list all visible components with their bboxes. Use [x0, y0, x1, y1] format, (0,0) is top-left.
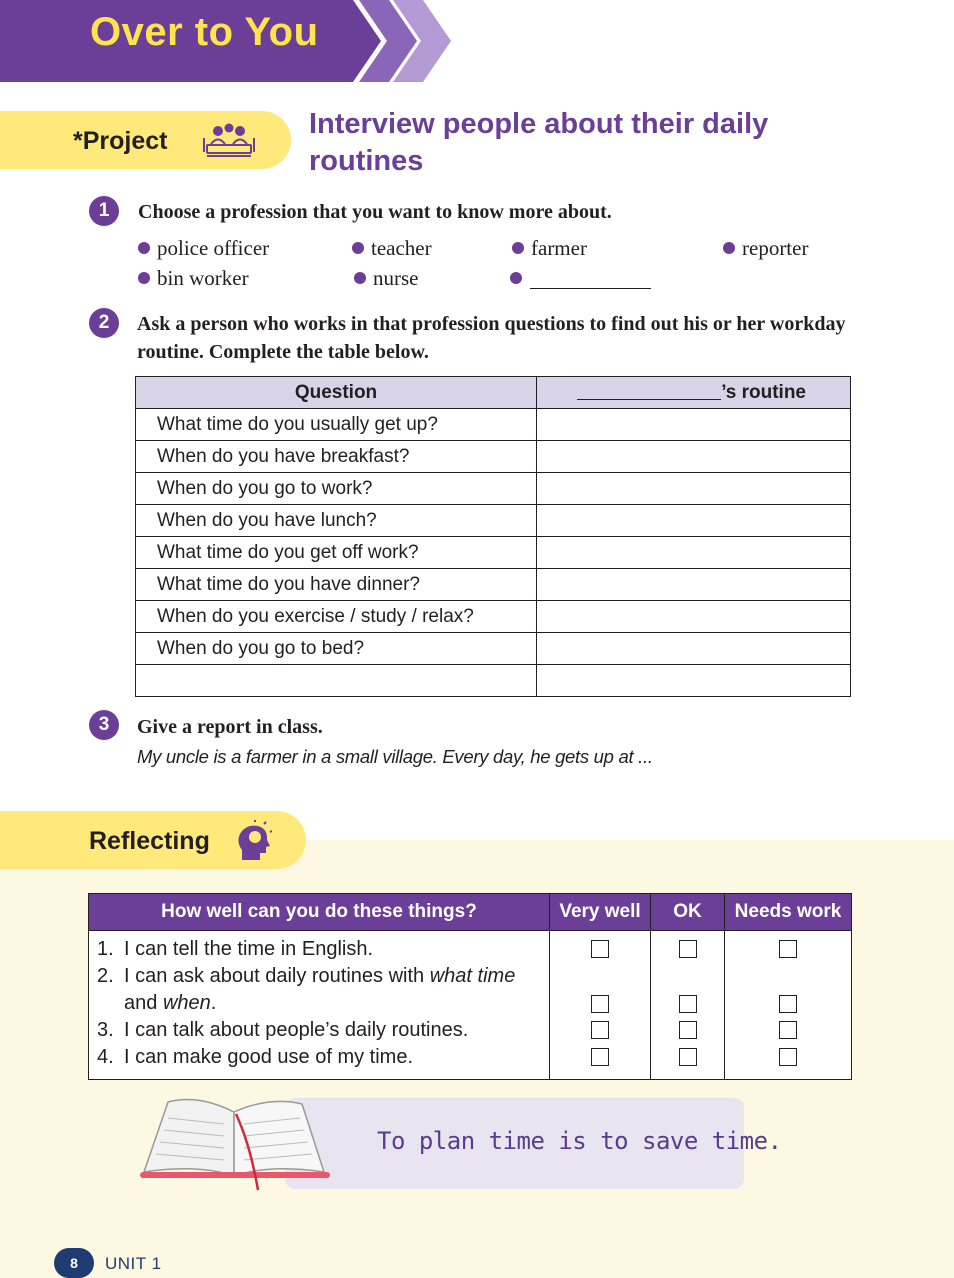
- question-cell: What time do you have dinner?: [136, 569, 537, 601]
- table-row: [136, 505, 851, 537]
- item-number: 3.: [97, 1019, 114, 1041]
- header-ok: OK: [651, 894, 725, 931]
- answer-cell[interactable]: [537, 569, 851, 601]
- column-header-question: Question: [136, 377, 537, 409]
- item-number: 4.: [97, 1046, 114, 1068]
- answer-cell[interactable]: [537, 633, 851, 665]
- needs-work-column: [725, 931, 852, 1080]
- answer-cell[interactable]: [537, 473, 851, 505]
- item-text: [124, 963, 515, 1017]
- item-text: I can tell the time in English.: [124, 938, 374, 960]
- checkbox-needs-work-4[interactable]: [779, 1048, 797, 1066]
- table-row: [136, 665, 851, 697]
- bullet-icon: [512, 242, 524, 254]
- checkbox-needs-work-1[interactable]: [779, 940, 797, 958]
- table-row: [136, 441, 851, 473]
- unit-label: UNIT 1: [105, 1254, 162, 1273]
- bullet-icon: [138, 272, 150, 284]
- item-text: I can talk about people’s daily routines.: [124, 1019, 469, 1041]
- question-cell: When do you have breakfast?: [136, 441, 537, 473]
- checkbox-very-well-4[interactable]: [591, 1048, 609, 1066]
- item-text: I can make good use of my time.: [124, 1046, 414, 1068]
- table-row: [136, 537, 851, 569]
- option-teacher: [352, 236, 432, 261]
- checkbox-ok-3[interactable]: [679, 1021, 697, 1039]
- table-row: [136, 473, 851, 505]
- group-discussion-icon: [203, 122, 255, 160]
- table-row: [136, 601, 851, 633]
- answer-cell[interactable]: [537, 505, 851, 537]
- question-cell[interactable]: [136, 665, 537, 697]
- option-label: nurse: [373, 266, 419, 290]
- section-title: Over to You: [90, 10, 319, 54]
- ok-column: [651, 931, 725, 1080]
- checkbox-very-well-3[interactable]: [591, 1021, 609, 1039]
- step-number-3: 3: [89, 710, 119, 740]
- option-label: reporter: [742, 236, 809, 260]
- bullet-icon: [723, 242, 735, 254]
- motto-text: To plan time is to save time.: [377, 1127, 782, 1155]
- step3-instruction: Give a report in class.: [137, 716, 323, 738]
- item-number: 2.: [97, 965, 114, 987]
- item-text-emphasis: what time: [429, 965, 516, 987]
- header-very-well: Very well: [550, 894, 651, 931]
- option-bin-worker: [138, 266, 249, 291]
- answer-cell[interactable]: [537, 601, 851, 633]
- name-blank-line[interactable]: [577, 399, 721, 400]
- option-blank: [510, 266, 529, 291]
- list-item: [97, 936, 541, 963]
- answer-cell[interactable]: [537, 665, 851, 697]
- option-farmer: [512, 236, 587, 261]
- answer-cell[interactable]: [537, 441, 851, 473]
- question-cell: What time do you usually get up?: [136, 409, 537, 441]
- bullet-icon: [138, 242, 150, 254]
- list-item: [97, 1017, 541, 1044]
- option-label: bin worker: [157, 266, 249, 290]
- page-number: 8: [54, 1248, 94, 1278]
- step-number-2: 2: [89, 308, 119, 338]
- step1-instruction: Choose a profession that you want to know more about.: [138, 201, 612, 223]
- checkbox-very-well-2[interactable]: [591, 995, 609, 1013]
- chevron-arrows-icon: [325, 0, 455, 82]
- checkbox-ok-1[interactable]: [679, 940, 697, 958]
- project-heading: Interview people about their daily routines: [309, 108, 769, 177]
- bullet-icon: [510, 272, 522, 284]
- checkbox-needs-work-3[interactable]: [779, 1021, 797, 1039]
- table-row: [136, 633, 851, 665]
- item-text-part: .: [210, 992, 217, 1014]
- option-blank-line[interactable]: [530, 288, 651, 289]
- table-row: [136, 409, 851, 441]
- option-label: teacher: [371, 236, 432, 260]
- bullet-icon: [352, 242, 364, 254]
- question-cell: When do you go to work?: [136, 473, 537, 505]
- option-reporter: [723, 236, 808, 261]
- project-label: *Project: [73, 127, 168, 155]
- skills-list: [89, 931, 550, 1080]
- question-cell: When do you have lunch?: [136, 505, 537, 537]
- step2-instruction: Ask a person who works in that profession questions to find out his or her workday routine. Complete the table below.: [137, 313, 846, 363]
- option-label: police officer: [157, 236, 270, 260]
- checkbox-ok-4[interactable]: [679, 1048, 697, 1066]
- step-number-1: 1: [89, 196, 119, 226]
- routine-label: ’s routine: [721, 381, 806, 403]
- item-text-part: and: [124, 992, 163, 1014]
- checkbox-needs-work-2[interactable]: [779, 995, 797, 1013]
- answer-cell[interactable]: [537, 409, 851, 441]
- reflecting-label: Reflecting: [89, 827, 210, 855]
- very-well-column: [550, 931, 651, 1080]
- question-cell: When do you go to bed?: [136, 633, 537, 665]
- answer-cell[interactable]: [537, 537, 851, 569]
- header-skills: How well can you do these things?: [89, 894, 550, 931]
- question-cell: When do you exercise / study / relax?: [136, 601, 537, 633]
- reflection-table: [88, 893, 852, 1080]
- list-item: [97, 963, 541, 1017]
- option-label: farmer: [531, 236, 587, 260]
- checkbox-very-well-1[interactable]: [591, 940, 609, 958]
- item-number: 1.: [97, 938, 114, 960]
- option-police-officer: [138, 236, 269, 261]
- list-item: [97, 1044, 541, 1071]
- header-needs-work: Needs work: [725, 894, 852, 931]
- checkbox-ok-2[interactable]: [679, 995, 697, 1013]
- option-nurse: [354, 266, 419, 291]
- bullet-icon: [354, 272, 366, 284]
- item-text-part: I can ask about daily routines with: [124, 965, 430, 987]
- report-example: My uncle is a farmer in a small village. Every day, he gets up at ...: [137, 746, 653, 767]
- table-row: [136, 569, 851, 601]
- question-cell: What time do you get off work?: [136, 537, 537, 569]
- column-header-routine: [537, 377, 851, 409]
- interview-table: [135, 376, 851, 697]
- thinking-head-icon: [236, 820, 272, 862]
- item-text-emphasis: when: [162, 992, 211, 1014]
- open-book-icon: [138, 1094, 338, 1194]
